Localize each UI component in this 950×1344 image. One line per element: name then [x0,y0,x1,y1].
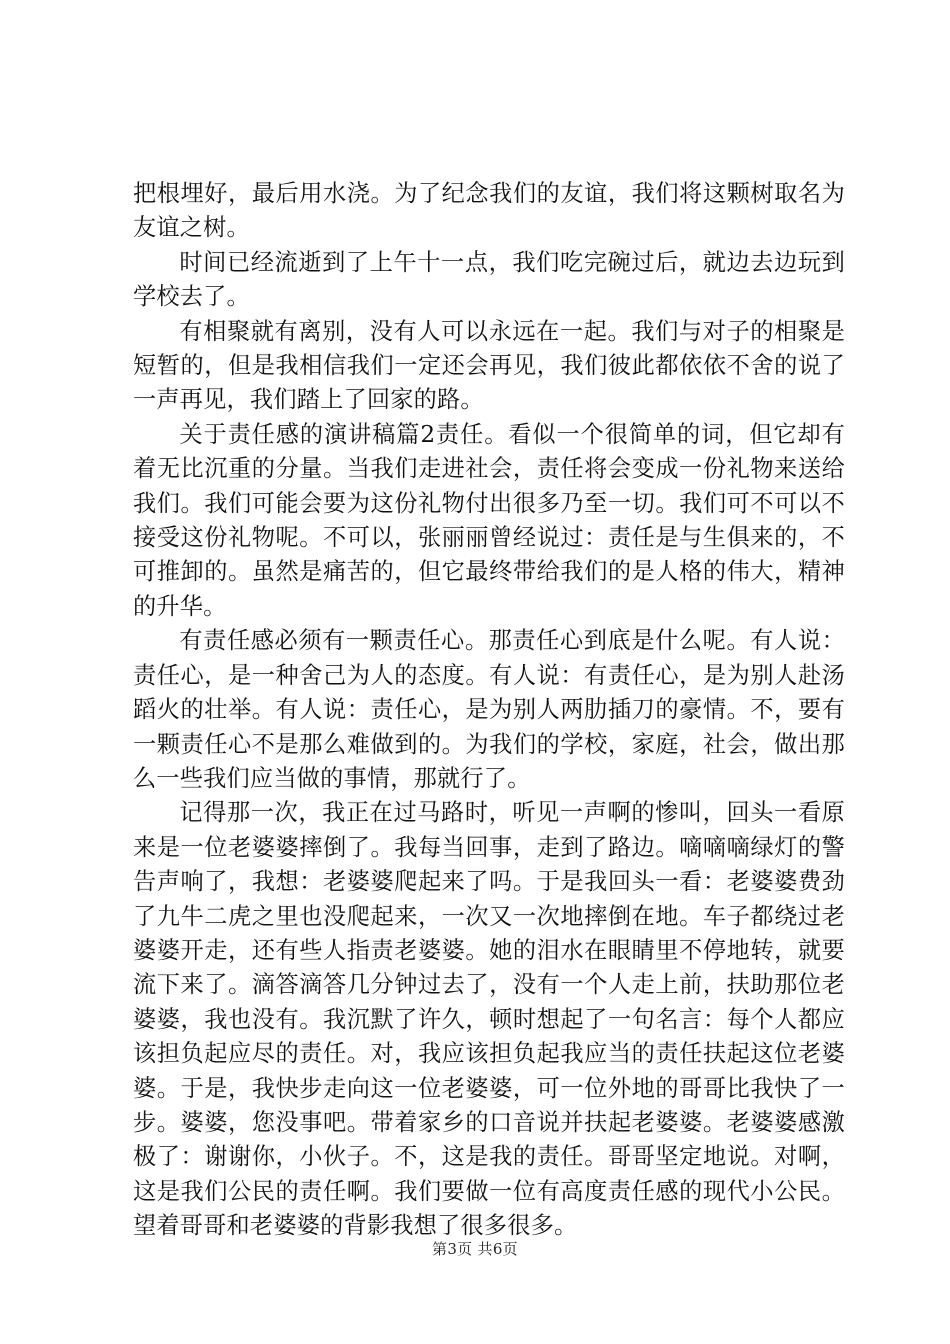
paragraph: 把根埋好，最后用水浇。为了纪念我们的友谊，我们将这颗树取名为友谊之树。 [133,180,845,242]
paragraph: 关于责任感的演讲稿篇2责任。看似一个很简单的词，但它却有着无比沉重的分量。当我们走进社会，责任将会变成一份礼物来送给我们。我们可能会要为这份礼物付出很多乃至一切。我们可不可以不接受这份礼物呢。不可以，张丽丽曾经说过：责任是与生俱来的，不可推卸的。虽然是痛苦的，但它最终带给我们的是人格的伟大，精神的升华。 [133,420,845,620]
document-body [133,177,845,1244]
paragraph: 有责任感必须有一颗责任心。那责任心到底是什么呢。有人说：责任心，是一种舍己为人的态度。有人说：有责任心，是为别人赴汤蹈火的壮举。有人说：责任心，是为别人两肋插刀的豪情。不，要有一颗责任心不是那么难做到的。为我们的学校，家庭，社会，做出那么一些我们应当做的事情，那就行了。 [133,627,845,792]
paragraph: 时间已经流逝到了上午十一点，我们吃完碗过后，就边去边玩到学校去了。 [133,248,845,311]
page-footer [0,1238,950,1259]
paragraph: 有相聚就有离别，没有人可以永远在一起。我们与对子的相聚是短暂的，但是我相信我们一定还会再见，我们彼此都依依不舍的说了一声再见，我们踏上了回家的路。 [133,317,845,414]
page-number: 第3页 共6页 [432,1240,518,1258]
paragraph: 记得那一次，我正在过马路时，听见一声啊的惨叫，回头一看原来是一位老婆婆摔倒了。我每当回事，走到了路边。嘀嘀嘀绿灯的警告声响了，我想：老婆婆爬起来了吗。于是我回头一看：老婆婆费劲了九牛二虎之里也没爬起来，一次又一次地摔倒在地。车子都绕过老婆婆开走，还有些人指责老婆婆。她的泪水在眼睛里不停地转，就要流下来了。滴答滴答几分钟过去了，没有一个人走上前，扶助那位老婆婆，我也没有。我沉默了许久，顿时想起了一句名言：每个人都应该担负起应尽的责任。对，我应该担负起我应当的责任扶起这位老婆婆。于是，我快步走向这一位老婆婆，可一位外地的哥哥比我快了一步。婆婆，您没事吧。带着家乡的口音说并扶起老婆婆。老婆婆感激极了：谢谢你，小伙子。不，这是我的责任。哥哥坚定地说。对啊，这是我们公民的责任啊。我们要做一位有高度责任感的现代小公民。望着哥哥和老婆婆的背影我想了很多很多。 [133,799,845,1240]
